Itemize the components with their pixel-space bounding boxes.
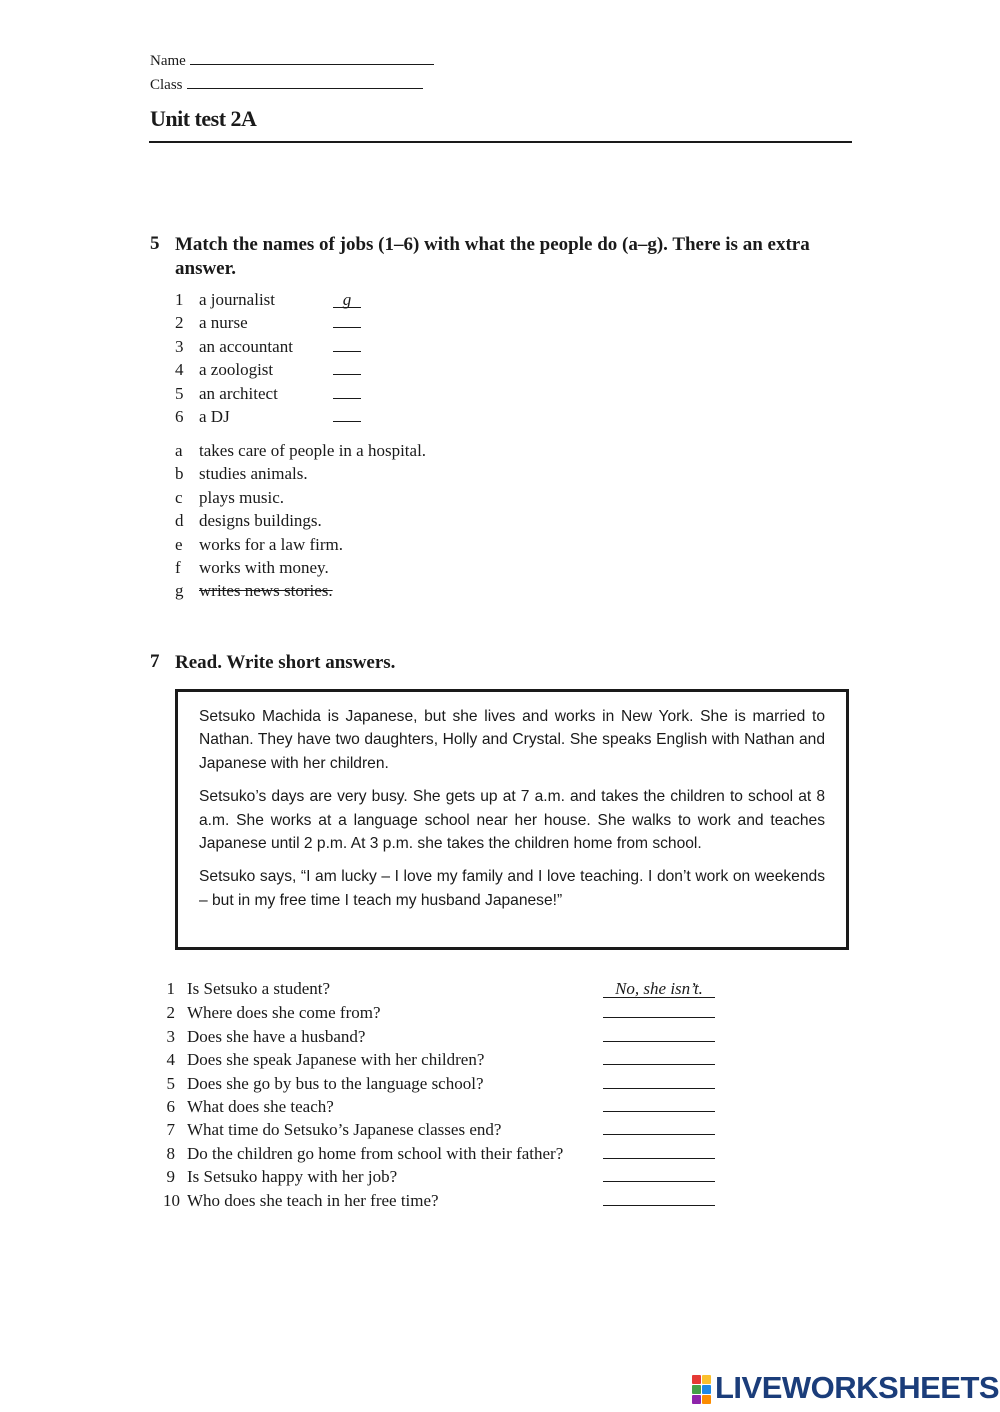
- activity-text: plays music.: [199, 487, 284, 507]
- job-answer-blank[interactable]: [333, 312, 361, 328]
- answer-blank[interactable]: [603, 1117, 715, 1135]
- activity-row: [175, 462, 426, 485]
- activity-text: studies animals.: [199, 464, 308, 484]
- jobs-list: [175, 288, 361, 428]
- question-number: 6: [166, 1096, 175, 1116]
- job-row: [175, 335, 361, 358]
- answer-blank[interactable]: [603, 1024, 715, 1042]
- activity-letter: a: [175, 441, 183, 460]
- question-row: [163, 1164, 715, 1187]
- answer-blank[interactable]: No, she isn’t.: [603, 980, 715, 998]
- job-row: [175, 405, 361, 428]
- answer-blank[interactable]: [603, 1094, 715, 1112]
- question-row: [163, 1188, 715, 1211]
- exercise-7-number: 7: [150, 651, 160, 672]
- answer-blank[interactable]: [603, 1000, 715, 1018]
- activity-text: takes care of people in a hospital.: [199, 441, 427, 460]
- question-number: 1: [166, 979, 175, 998]
- passage-paragraph: Setsuko says, “I am lucky – I love my family and I love teaching. I don’t work on weekends – but in my free time I teach my husband Japanese!”: [199, 868, 825, 909]
- activities-list: [175, 439, 426, 603]
- answer-blank[interactable]: [603, 1188, 715, 1206]
- question-number: 2: [166, 1003, 175, 1023]
- activity-row: [175, 439, 426, 462]
- question-row: [163, 1000, 715, 1023]
- job-row: [175, 288, 361, 311]
- passage-paragraph: Setsuko’s days are very busy. She gets up at 7 a.m. and takes the children to school at 8 a.m. She works at a language school near her house. She walks to work and teaches Japanese until 2 p.m. At 3 p.m. she takes the children home from school.: [199, 788, 825, 853]
- job-number: 6: [175, 406, 184, 426]
- job-answer-blank[interactable]: [333, 359, 361, 375]
- job-name: an architect: [199, 383, 278, 403]
- exercise-5-instruction: Match the names of jobs (1–6) with what the people do (a–g). There is an extra answer.: [175, 234, 810, 279]
- answer-blank[interactable]: [603, 1047, 715, 1065]
- question-row: [163, 1047, 715, 1070]
- name-line: [150, 52, 434, 70]
- question-number: 4: [166, 1050, 175, 1070]
- job-row: [175, 311, 361, 334]
- logo-square: [692, 1395, 701, 1404]
- activity-text: works with money.: [199, 557, 329, 577]
- class-label: Class: [150, 77, 183, 93]
- job-name: a journalist: [199, 290, 276, 309]
- logo-square: [692, 1375, 701, 1384]
- question-number: 9: [166, 1167, 175, 1187]
- activity-letter: e: [175, 534, 183, 554]
- logo-square: [702, 1395, 711, 1404]
- job-number: 3: [175, 336, 184, 356]
- job-name: an accountant: [199, 336, 293, 356]
- question-number: 8: [166, 1143, 175, 1163]
- job-name: a zoologist: [199, 360, 274, 380]
- question-row: [163, 977, 715, 1000]
- job-number: 1: [175, 290, 184, 309]
- job-number: 4: [175, 360, 184, 380]
- job-number: 5: [175, 383, 184, 403]
- page-title: Unit test 2A: [150, 106, 257, 131]
- activity-row: [175, 486, 426, 509]
- class-line: [150, 76, 423, 94]
- question-row: [163, 1094, 715, 1117]
- activity-row: [175, 533, 426, 556]
- job-name: a nurse: [199, 313, 248, 333]
- liveworksheets-logo-icon: [692, 1375, 711, 1404]
- activity-letter: c: [175, 487, 183, 507]
- question-text: Is Setsuko a student?: [187, 979, 331, 998]
- activity-letter: d: [175, 511, 184, 531]
- liveworksheets-logo: [692, 1371, 999, 1405]
- job-answer-blank[interactable]: [333, 406, 361, 422]
- question-row: [163, 1024, 715, 1047]
- question-row: [163, 1141, 715, 1164]
- job-row: [175, 358, 361, 381]
- job-row: [175, 382, 361, 405]
- activity-row: [175, 509, 426, 532]
- question-text: Is Setsuko happy with her job?: [187, 1167, 398, 1187]
- question-text: Do the children go home from school with their father?: [187, 1143, 564, 1163]
- activity-text: designs buildings.: [199, 511, 322, 531]
- question-text: Does she go by bus to the language school?: [187, 1073, 484, 1093]
- activity-letter: f: [175, 557, 181, 577]
- title-rule: [149, 141, 852, 143]
- logo-square: [692, 1385, 701, 1394]
- activity-text: writes news stories.: [199, 581, 333, 601]
- question-text: Who does she teach in her free time?: [187, 1190, 439, 1210]
- question-row: [163, 1117, 715, 1140]
- activity-row: [175, 579, 426, 602]
- logo-square: [702, 1385, 711, 1394]
- question-row: [163, 1071, 715, 1094]
- logo-text: LIVEWORKSHEETS: [715, 1370, 1000, 1405]
- answer-blank[interactable]: [603, 1071, 715, 1089]
- job-name: a DJ: [199, 406, 230, 426]
- activity-text: works for a law firm.: [199, 534, 343, 554]
- questions-list: [163, 977, 715, 1211]
- question-number: 3: [166, 1026, 175, 1046]
- reading-passage: [175, 689, 849, 950]
- logo-square: [702, 1375, 711, 1384]
- question-text: Does she have a husband?: [187, 1026, 366, 1046]
- class-input-line[interactable]: [187, 76, 423, 89]
- job-answer-blank[interactable]: g: [333, 292, 361, 308]
- question-text: What time do Setsuko’s Japanese classes end?: [187, 1120, 502, 1140]
- question-text: Where does she come from?: [187, 1003, 381, 1023]
- question-number: 5: [166, 1073, 175, 1093]
- question-text: Does she speak Japanese with her children?: [187, 1050, 485, 1070]
- job-number: 2: [175, 313, 184, 333]
- name-label: Name: [150, 53, 186, 69]
- passage-paragraph: Setsuko Machida is Japanese, but she lives and works in New York. She is married to Nathan. They have two daughters, Holly and Crystal. She speaks English with Nathan and Japanese with her children.: [199, 708, 825, 772]
- activity-letter: b: [175, 464, 184, 484]
- exercise-5-number: 5: [150, 233, 160, 254]
- answer-blank[interactable]: [603, 1164, 715, 1182]
- question-number: 10: [163, 1190, 180, 1210]
- job-answer-blank[interactable]: [333, 336, 361, 352]
- activity-row: [175, 556, 426, 579]
- job-answer-blank[interactable]: [333, 383, 361, 399]
- question-number: 7: [166, 1120, 175, 1140]
- exercise-7-instruction: Read. Write short answers.: [175, 652, 396, 673]
- name-input-line[interactable]: [190, 52, 434, 65]
- answer-blank[interactable]: [603, 1141, 715, 1159]
- activity-letter: g: [175, 581, 184, 601]
- question-text: What does she teach?: [187, 1096, 334, 1116]
